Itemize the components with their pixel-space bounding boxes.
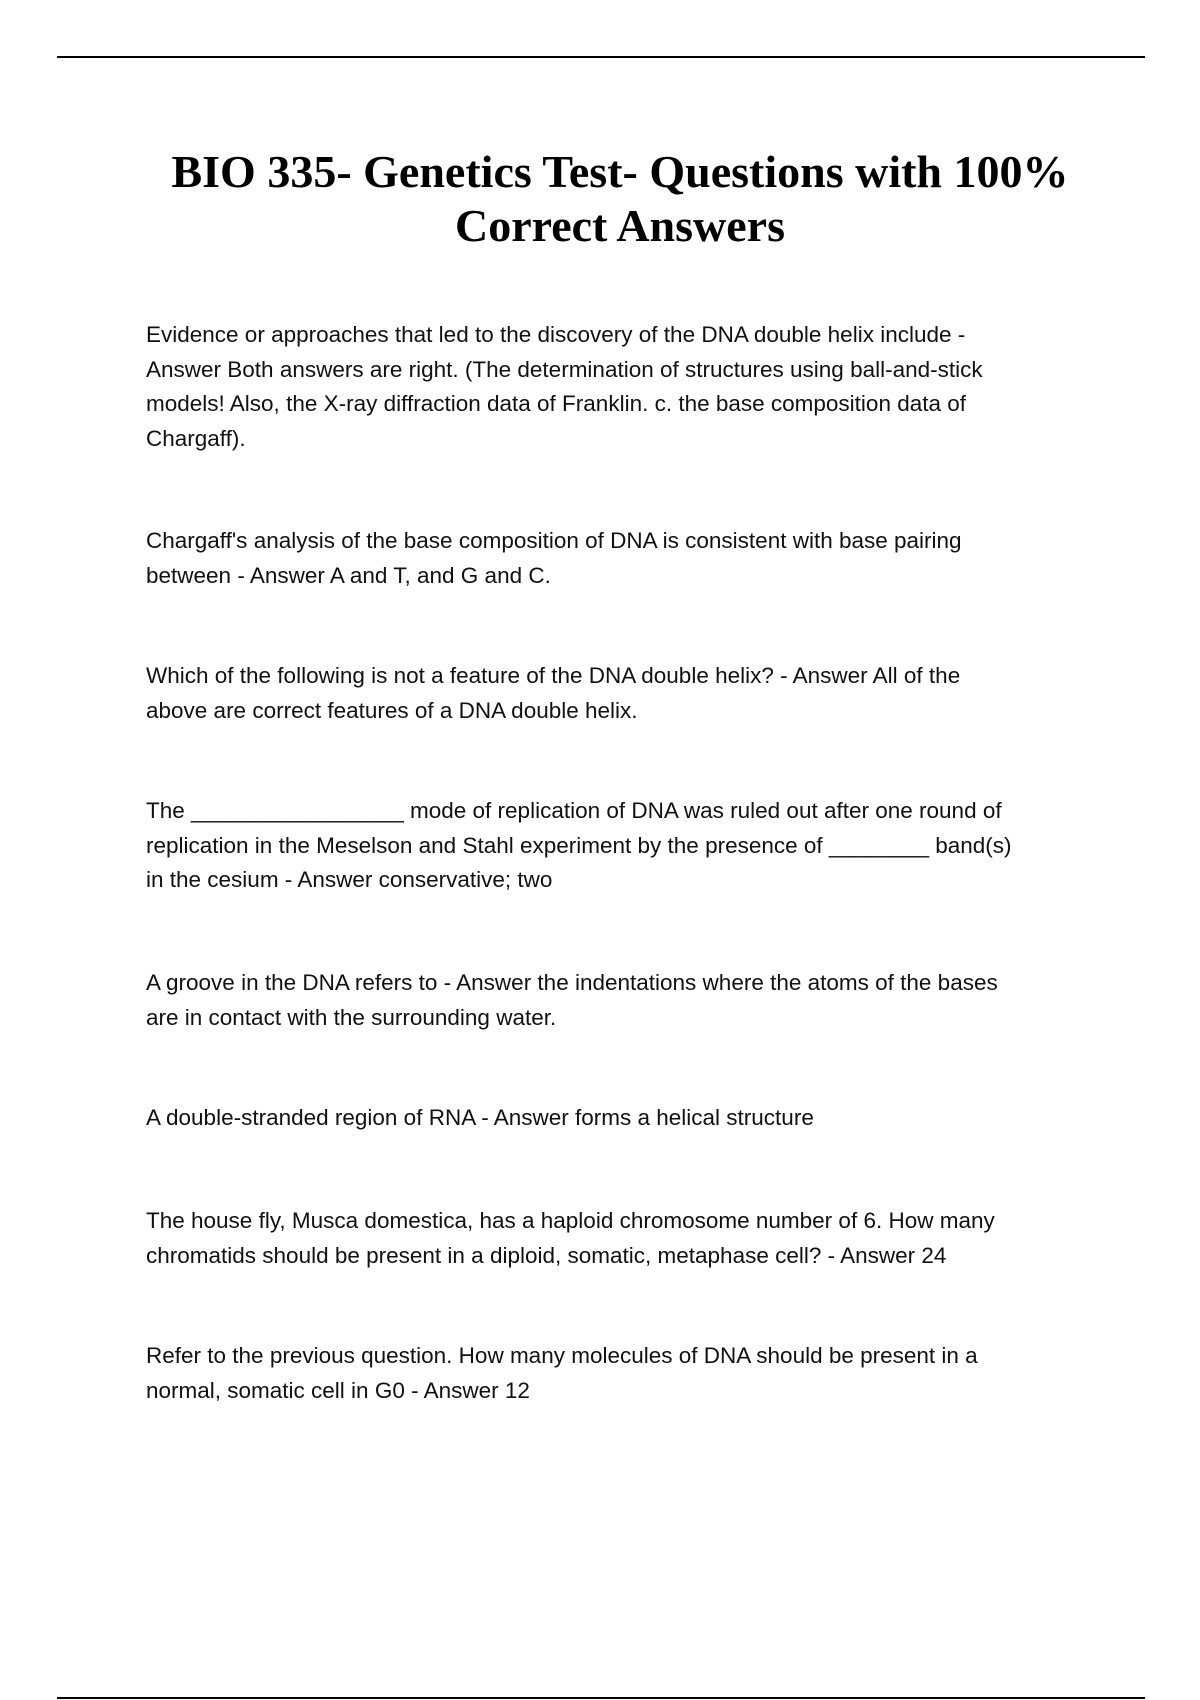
qa-line: replication in the Meselson and Stahl experiment by the presence of ________ band(s) xyxy=(146,832,1012,858)
qa-item-1 xyxy=(146,318,1086,456)
qa-line: Evidence or approaches that led to the discovery of the DNA double helix include - xyxy=(146,322,966,347)
qa-item-5 xyxy=(146,966,1086,1035)
qa-line: The _________________ mode of replication of DNA was ruled out after one round of xyxy=(146,798,1002,823)
qa-item-2 xyxy=(146,524,1086,593)
qa-item-8 xyxy=(146,1339,1086,1408)
qa-line: A double-stranded region of RNA - Answer forms a helical structure xyxy=(146,1105,814,1130)
qa-line: The house fly, Musca domestica, has a haploid chromosome number of 6. How many xyxy=(146,1208,995,1233)
qa-line: in the cesium - Answer conservative; two xyxy=(146,867,553,892)
page-title xyxy=(60,145,1180,253)
qa-line: Chargaff's analysis of the base composition of DNA is consistent with base pairing xyxy=(146,528,962,553)
title-line: BIO 335- Genetics Test- Questions with 100% xyxy=(171,146,1069,197)
title-line: Correct Answers xyxy=(455,200,785,251)
qa-line: above are correct features of a DNA double helix. xyxy=(146,697,638,723)
qa-line: normal, somatic cell in G0 - Answer 12 xyxy=(146,1377,530,1403)
qa-line: Answer Both answers are right. (The determination of structures using ball-and-stick xyxy=(146,356,983,382)
qa-item-6 xyxy=(146,1101,1086,1136)
qa-item-7 xyxy=(146,1204,1086,1273)
qa-line: models! Also, the X-ray diffraction data of Franklin. c. the base composition data of xyxy=(146,391,967,416)
qa-line: Refer to the previous question. How many molecules of DNA should be present in a xyxy=(146,1343,978,1368)
qa-line: between - Answer A and T, and G and C. xyxy=(146,562,551,588)
top-divider xyxy=(57,56,1145,58)
qa-line: chromatids should be present in a diploid, somatic, metaphase cell? - Answer 24 xyxy=(146,1242,947,1268)
qa-line: Chargaff). xyxy=(146,425,246,451)
qa-line: A groove in the DNA refers to - Answer the indentations where the atoms of the bases xyxy=(146,970,998,995)
qa-line: Which of the following is not a feature of the DNA double helix? - Answer All of the xyxy=(146,663,961,688)
qa-item-3 xyxy=(146,659,1086,728)
qa-line: are in contact with the surrounding water. xyxy=(146,1004,557,1030)
bottom-divider xyxy=(57,1697,1145,1699)
qa-item-4 xyxy=(146,794,1086,898)
